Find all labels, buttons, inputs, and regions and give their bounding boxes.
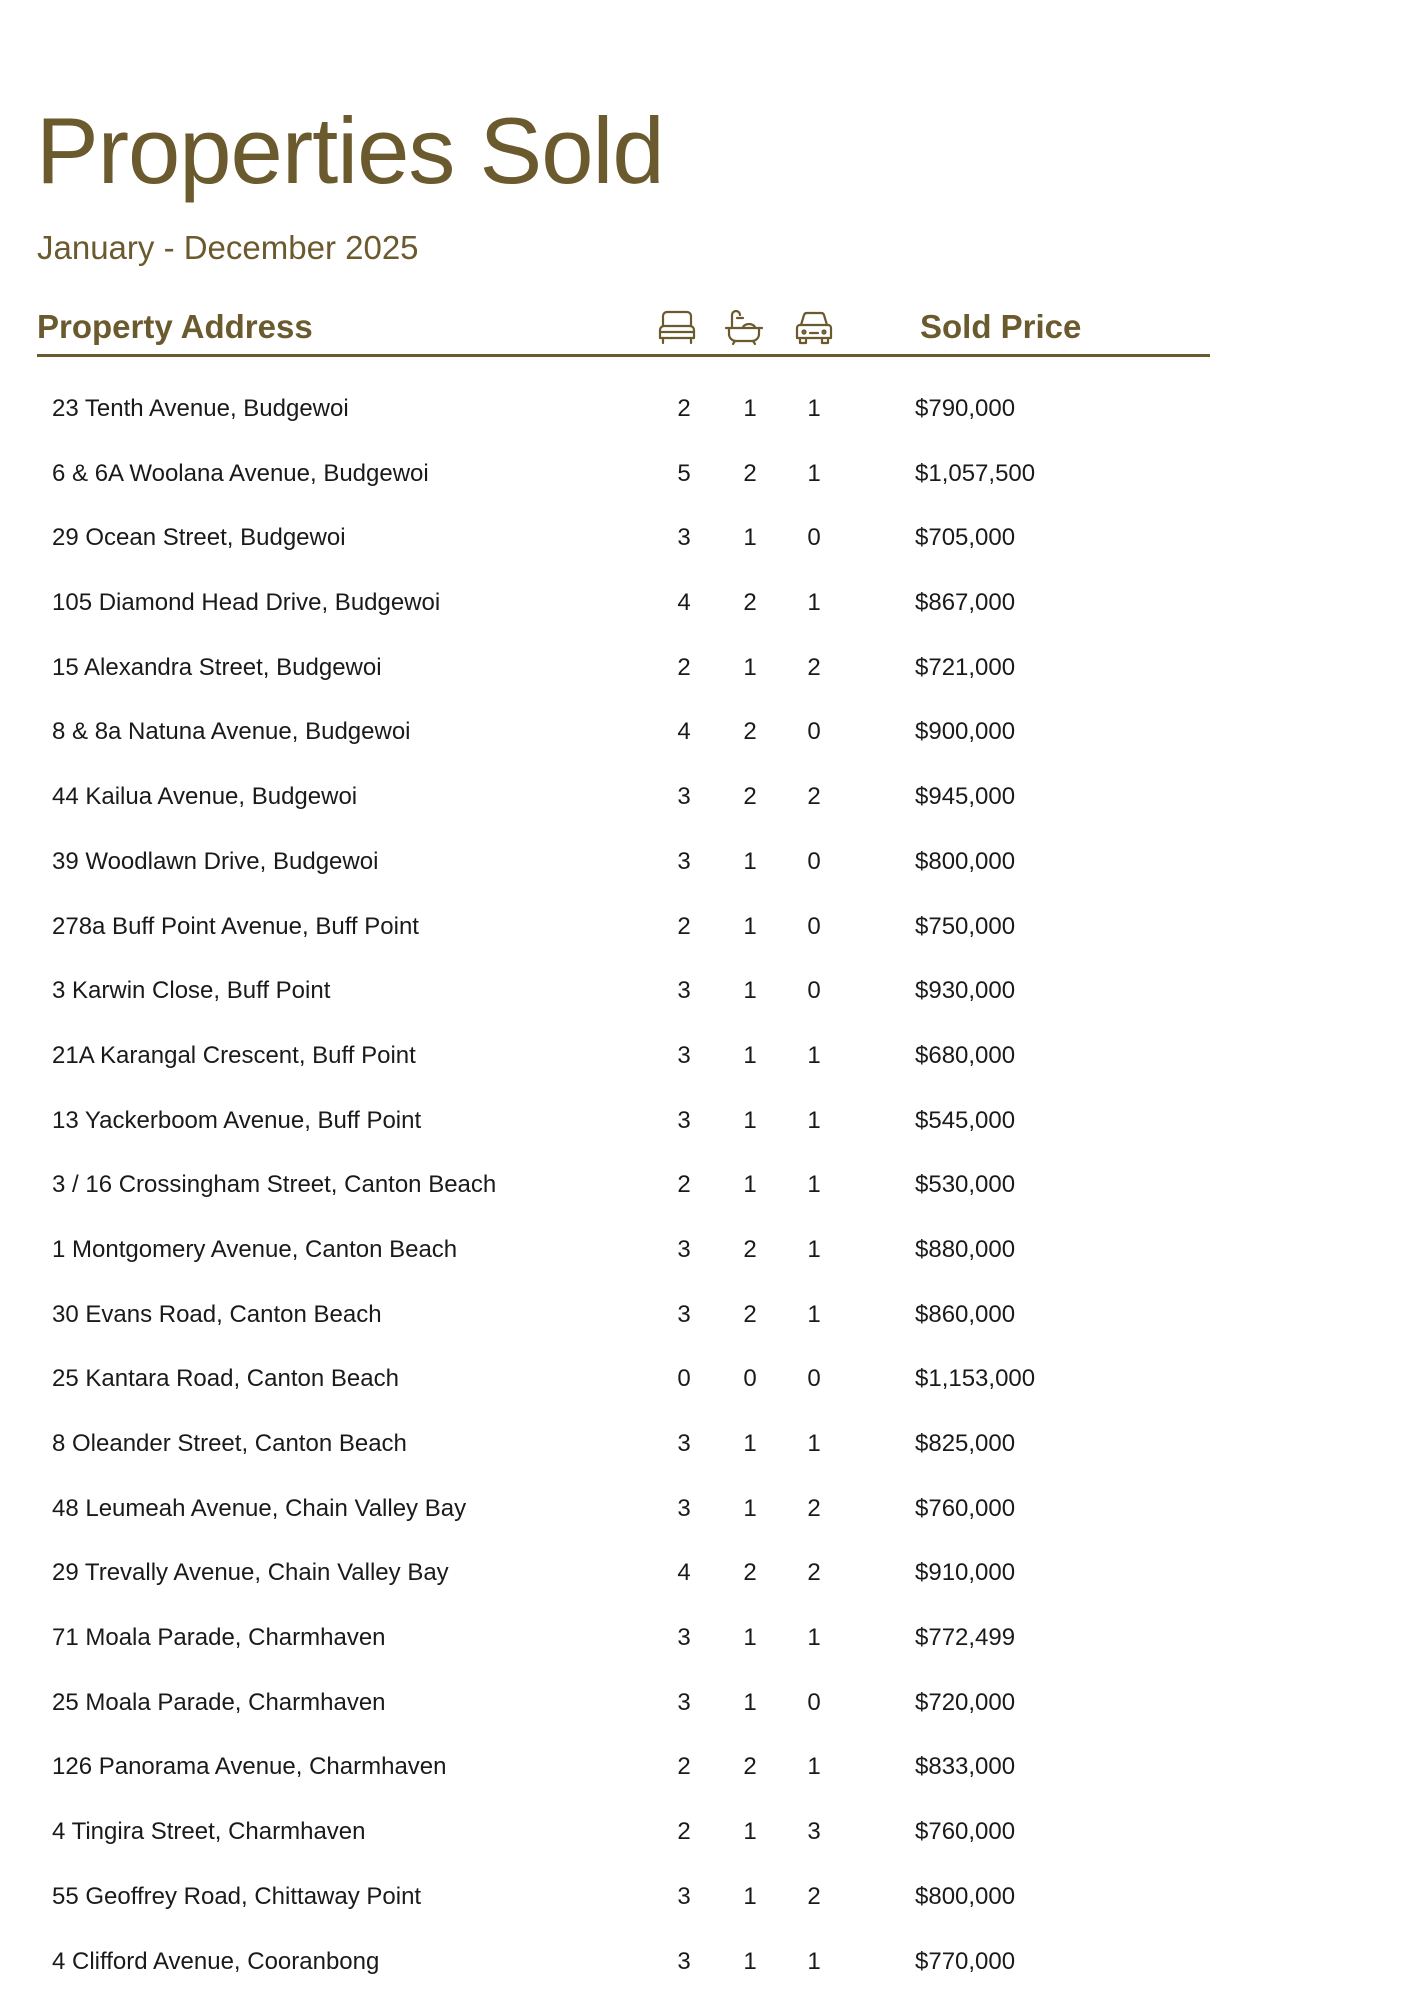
- price-cell: $910,000: [915, 1549, 1015, 1597]
- baths-cell: 2: [738, 1549, 762, 1597]
- address-cell: 29 Trevally Avenue, Chain Valley Bay: [52, 1549, 449, 1597]
- cars-cell: 1: [802, 1743, 826, 1791]
- price-cell: $880,000: [915, 1226, 1015, 1274]
- table-row: [0, 1291, 1414, 1356]
- baths-cell: 2: [738, 1291, 762, 1339]
- baths-cell: 2: [738, 1226, 762, 1274]
- beds-cell: 4: [672, 579, 696, 627]
- beds-cell: 2: [672, 385, 696, 433]
- price-cell: $530,000: [915, 1161, 1015, 1209]
- beds-cell: 3: [672, 1097, 696, 1145]
- baths-cell: 1: [738, 1420, 762, 1468]
- table-row: [0, 1355, 1414, 1420]
- cars-cell: 1: [802, 1614, 826, 1662]
- beds-cell: 4: [672, 1549, 696, 1597]
- beds-cell: 3: [672, 1614, 696, 1662]
- baths-cell: 1: [738, 1938, 762, 1986]
- address-cell: 6 & 6A Woolana Avenue, Budgewoi: [52, 450, 429, 498]
- table-row: [0, 1808, 1414, 1873]
- address-cell: 3 Karwin Close, Buff Point: [52, 967, 330, 1015]
- cars-cell: 2: [802, 1485, 826, 1533]
- address-cell: 278a Buff Point Avenue, Buff Point: [52, 903, 419, 951]
- price-cell: $1,057,500: [915, 450, 1035, 498]
- address-cell: 25 Kantara Road, Canton Beach: [52, 1355, 399, 1403]
- price-cell: $770,000: [915, 1938, 1015, 1986]
- table-row: [0, 1679, 1414, 1744]
- beds-cell: 3: [672, 1938, 696, 1986]
- price-cell: $790,000: [915, 385, 1015, 433]
- cars-cell: 0: [802, 838, 826, 886]
- price-cell: $772,499: [915, 1614, 1015, 1662]
- beds-cell: 3: [672, 1420, 696, 1468]
- table-row: [0, 1614, 1414, 1679]
- price-column-header: Sold Price: [920, 308, 1081, 346]
- baths-cell: 1: [738, 1161, 762, 1209]
- cars-cell: 1: [802, 450, 826, 498]
- baths-cell: 1: [738, 1614, 762, 1662]
- beds-cell: 3: [672, 967, 696, 1015]
- beds-cell: 2: [672, 1743, 696, 1791]
- price-cell: $800,000: [915, 1873, 1015, 1921]
- table-row: [0, 1549, 1414, 1614]
- price-cell: $900,000: [915, 708, 1015, 756]
- price-cell: $721,000: [915, 644, 1015, 692]
- cars-cell: 2: [802, 644, 826, 692]
- table-row: [0, 1938, 1414, 2002]
- table-row: [0, 579, 1414, 644]
- baths-cell: 1: [738, 1097, 762, 1145]
- beds-cell: 2: [672, 1161, 696, 1209]
- baths-cell: 1: [738, 385, 762, 433]
- address-cell: 4 Clifford Avenue, Cooranbong: [52, 1938, 379, 1986]
- baths-cell: 1: [738, 1032, 762, 1080]
- cars-cell: 1: [802, 1226, 826, 1274]
- beds-cell: 3: [672, 1226, 696, 1274]
- address-cell: 8 Oleander Street, Canton Beach: [52, 1420, 407, 1468]
- price-cell: $760,000: [915, 1485, 1015, 1533]
- cars-cell: 2: [802, 1549, 826, 1597]
- baths-cell: 1: [738, 1808, 762, 1856]
- beds-cell: 4: [672, 708, 696, 756]
- table-row: [0, 1420, 1414, 1485]
- cars-cell: 0: [802, 903, 826, 951]
- cars-cell: 0: [802, 967, 826, 1015]
- table-row: [0, 838, 1414, 903]
- beds-cell: 3: [672, 1873, 696, 1921]
- beds-cell: 3: [672, 773, 696, 821]
- bath-icon: [723, 308, 765, 346]
- beds-cell: 5: [672, 450, 696, 498]
- cars-cell: 1: [802, 1938, 826, 1986]
- bed-icon: [656, 308, 698, 346]
- price-cell: $680,000: [915, 1032, 1015, 1080]
- address-cell: 105 Diamond Head Drive, Budgewoi: [52, 579, 440, 627]
- price-cell: $860,000: [915, 1291, 1015, 1339]
- baths-cell: 1: [738, 1873, 762, 1921]
- address-cell: 23 Tenth Avenue, Budgewoi: [52, 385, 349, 433]
- beds-cell: 3: [672, 1032, 696, 1080]
- baths-cell: 1: [738, 1679, 762, 1727]
- beds-cell: 3: [672, 514, 696, 562]
- cars-cell: 0: [802, 1355, 826, 1403]
- table-row: [0, 773, 1414, 838]
- beds-cell: 0: [672, 1355, 696, 1403]
- address-cell: 48 Leumeah Avenue, Chain Valley Bay: [52, 1485, 466, 1533]
- baths-cell: 1: [738, 1485, 762, 1533]
- table-row: [0, 644, 1414, 709]
- table-row: [0, 385, 1414, 450]
- baths-cell: 2: [738, 450, 762, 498]
- cars-cell: 2: [802, 773, 826, 821]
- cars-cell: 1: [802, 1420, 826, 1468]
- table-row: [0, 1032, 1414, 1097]
- baths-cell: 2: [738, 1743, 762, 1791]
- address-cell: 3 / 16 Crossingham Street, Canton Beach: [52, 1161, 496, 1209]
- table-row: [0, 967, 1414, 1032]
- baths-cell: 2: [738, 773, 762, 821]
- beds-cell: 2: [672, 903, 696, 951]
- table-row: [0, 708, 1414, 773]
- baths-cell: 1: [738, 967, 762, 1015]
- price-cell: $867,000: [915, 579, 1015, 627]
- table-header: [37, 300, 1210, 357]
- price-cell: $945,000: [915, 773, 1015, 821]
- cars-cell: 1: [802, 1032, 826, 1080]
- page-title: Properties Sold: [36, 104, 664, 198]
- price-cell: $1,153,000: [915, 1355, 1035, 1403]
- beds-cell: 2: [672, 1808, 696, 1856]
- address-cell: 44 Kailua Avenue, Budgewoi: [52, 773, 357, 821]
- price-cell: $760,000: [915, 1808, 1015, 1856]
- cars-cell: 1: [802, 1161, 826, 1209]
- baths-cell: 1: [738, 514, 762, 562]
- beds-cell: 3: [672, 1291, 696, 1339]
- address-cell: 25 Moala Parade, Charmhaven: [52, 1679, 386, 1727]
- cars-cell: 3: [802, 1808, 826, 1856]
- table-row: [0, 1161, 1414, 1226]
- address-cell: 30 Evans Road, Canton Beach: [52, 1291, 382, 1339]
- table-row: [0, 450, 1414, 515]
- address-cell: 1 Montgomery Avenue, Canton Beach: [52, 1226, 457, 1274]
- address-cell: 39 Woodlawn Drive, Budgewoi: [52, 838, 378, 886]
- page-subtitle: January - December 2025: [37, 231, 419, 264]
- car-icon: [793, 308, 835, 346]
- baths-cell: 1: [738, 644, 762, 692]
- cars-cell: 2: [802, 1873, 826, 1921]
- price-cell: $800,000: [915, 838, 1015, 886]
- cars-cell: 0: [802, 708, 826, 756]
- table-row: [0, 514, 1414, 579]
- price-cell: $825,000: [915, 1420, 1015, 1468]
- price-cell: $705,000: [915, 514, 1015, 562]
- cars-cell: 0: [802, 1679, 826, 1727]
- price-cell: $833,000: [915, 1743, 1015, 1791]
- cars-cell: 1: [802, 1291, 826, 1339]
- table-row: [0, 1097, 1414, 1162]
- address-cell: 126 Panorama Avenue, Charmhaven: [52, 1743, 447, 1791]
- baths-cell: 1: [738, 903, 762, 951]
- cars-cell: 1: [802, 579, 826, 627]
- price-cell: $750,000: [915, 903, 1015, 951]
- cars-cell: 1: [802, 1097, 826, 1145]
- table-row: [0, 1873, 1414, 1938]
- address-cell: 55 Geoffrey Road, Chittaway Point: [52, 1873, 421, 1921]
- baths-cell: 2: [738, 708, 762, 756]
- address-column-header: Property Address: [37, 308, 313, 346]
- price-cell: $545,000: [915, 1097, 1015, 1145]
- price-cell: $930,000: [915, 967, 1015, 1015]
- cars-cell: 1: [802, 385, 826, 433]
- address-cell: 71 Moala Parade, Charmhaven: [52, 1614, 386, 1662]
- price-cell: $720,000: [915, 1679, 1015, 1727]
- address-cell: 29 Ocean Street, Budgewoi: [52, 514, 346, 562]
- baths-cell: 2: [738, 579, 762, 627]
- beds-cell: 3: [672, 1679, 696, 1727]
- address-cell: 13 Yackerboom Avenue, Buff Point: [52, 1097, 421, 1145]
- baths-cell: 0: [738, 1355, 762, 1403]
- table-row: [0, 903, 1414, 968]
- properties-table: [0, 385, 1414, 2002]
- address-cell: 4 Tingira Street, Charmhaven: [52, 1808, 366, 1856]
- baths-cell: 1: [738, 838, 762, 886]
- address-cell: 8 & 8a Natuna Avenue, Budgewoi: [52, 708, 411, 756]
- cars-cell: 0: [802, 514, 826, 562]
- address-cell: 15 Alexandra Street, Budgewoi: [52, 644, 382, 692]
- table-row: [0, 1485, 1414, 1550]
- beds-cell: 3: [672, 1485, 696, 1533]
- table-row: [0, 1743, 1414, 1808]
- beds-cell: 3: [672, 838, 696, 886]
- address-cell: 21A Karangal Crescent, Buff Point: [52, 1032, 416, 1080]
- beds-cell: 2: [672, 644, 696, 692]
- table-row: [0, 1226, 1414, 1291]
